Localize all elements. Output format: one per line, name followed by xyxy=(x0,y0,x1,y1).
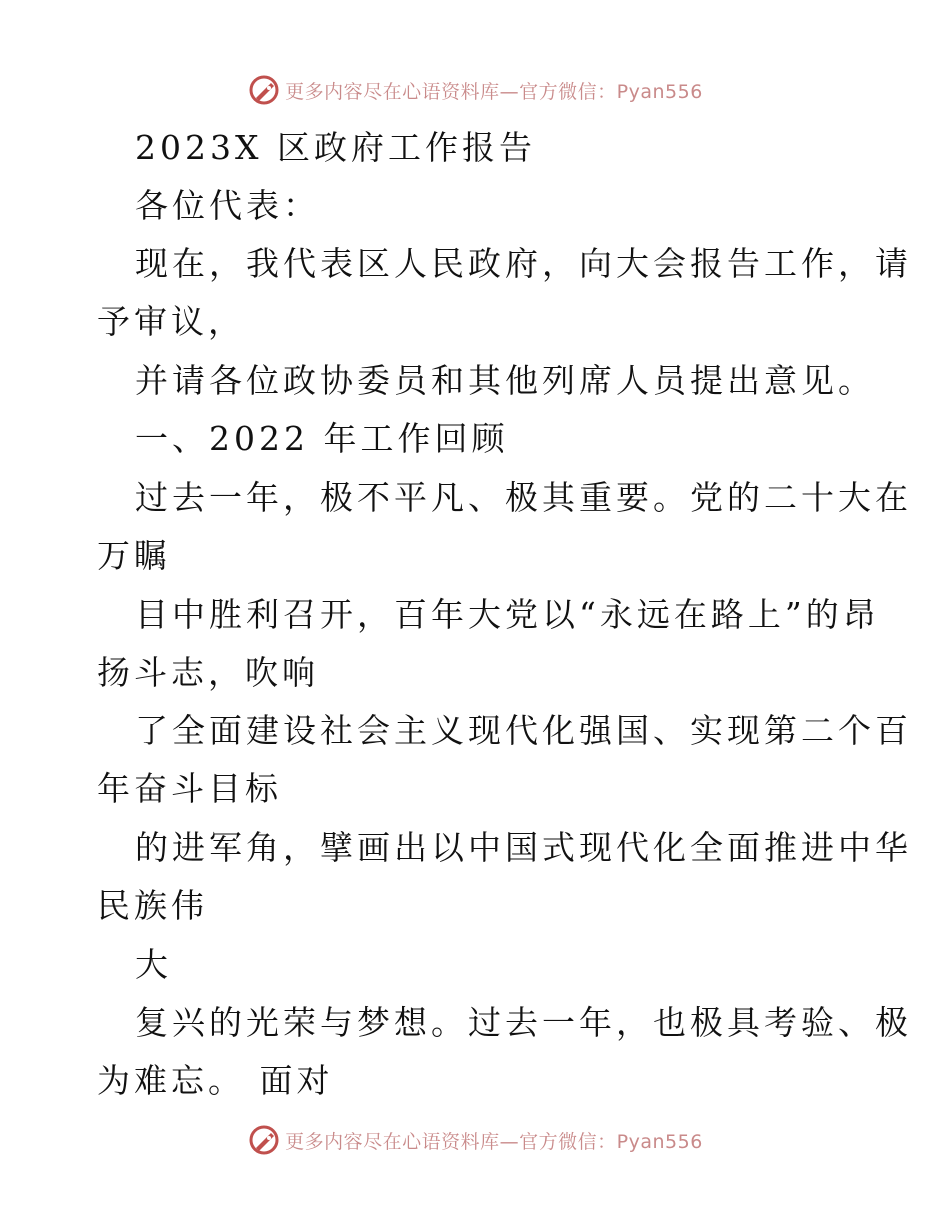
watermark-text: 更多内容尽在心语资料库—官方微信：Pyan556 xyxy=(285,80,703,103)
paragraph-line: 复兴的光荣与梦想。过去一年，也极具考验、极 xyxy=(135,1003,912,1042)
paragraph-line: 为难忘。 面对 xyxy=(97,1061,334,1100)
paragraph-line: 过去一年，极不平凡、极其重要。党的二十大在 xyxy=(135,478,912,517)
paragraph-line: 目中胜利召开，百年大党以“永远在路上”的昂 xyxy=(135,595,880,634)
paragraph-line: 扬斗志，吹响 xyxy=(97,653,319,692)
document-title: 2023X 区政府工作报告 xyxy=(135,128,536,167)
pen-nib-logo-icon xyxy=(247,73,281,107)
footer-watermark xyxy=(0,1120,950,1160)
paragraph-line: 民族伟 xyxy=(97,886,208,925)
paragraph-line: 现在，我代表区人民政府，向大会报告工作，请 xyxy=(135,244,912,283)
paragraph-line: 万瞩 xyxy=(97,536,171,575)
paragraph-line: 大 xyxy=(135,945,172,984)
paragraph-line: 的进军角，擘画出以中国式现代化全面推进中华 xyxy=(135,828,912,867)
header-watermark xyxy=(0,70,950,110)
pen-nib-logo-icon xyxy=(247,1123,281,1157)
paragraph-line: 年奋斗目标 xyxy=(97,769,282,808)
watermark-text: 更多内容尽在心语资料库—官方微信：Pyan556 xyxy=(285,1130,703,1153)
paragraph-line: 并请各位政协委员和其他列席人员提出意见。 xyxy=(135,361,875,400)
paragraph-line: 予审议， xyxy=(97,302,245,341)
paragraph-line: 了全面建设社会主义现代化强国、实现第二个百 xyxy=(135,711,912,750)
salutation: 各位代表： xyxy=(135,186,320,225)
section-heading: 一、2022 年工作回顾 xyxy=(135,419,509,458)
